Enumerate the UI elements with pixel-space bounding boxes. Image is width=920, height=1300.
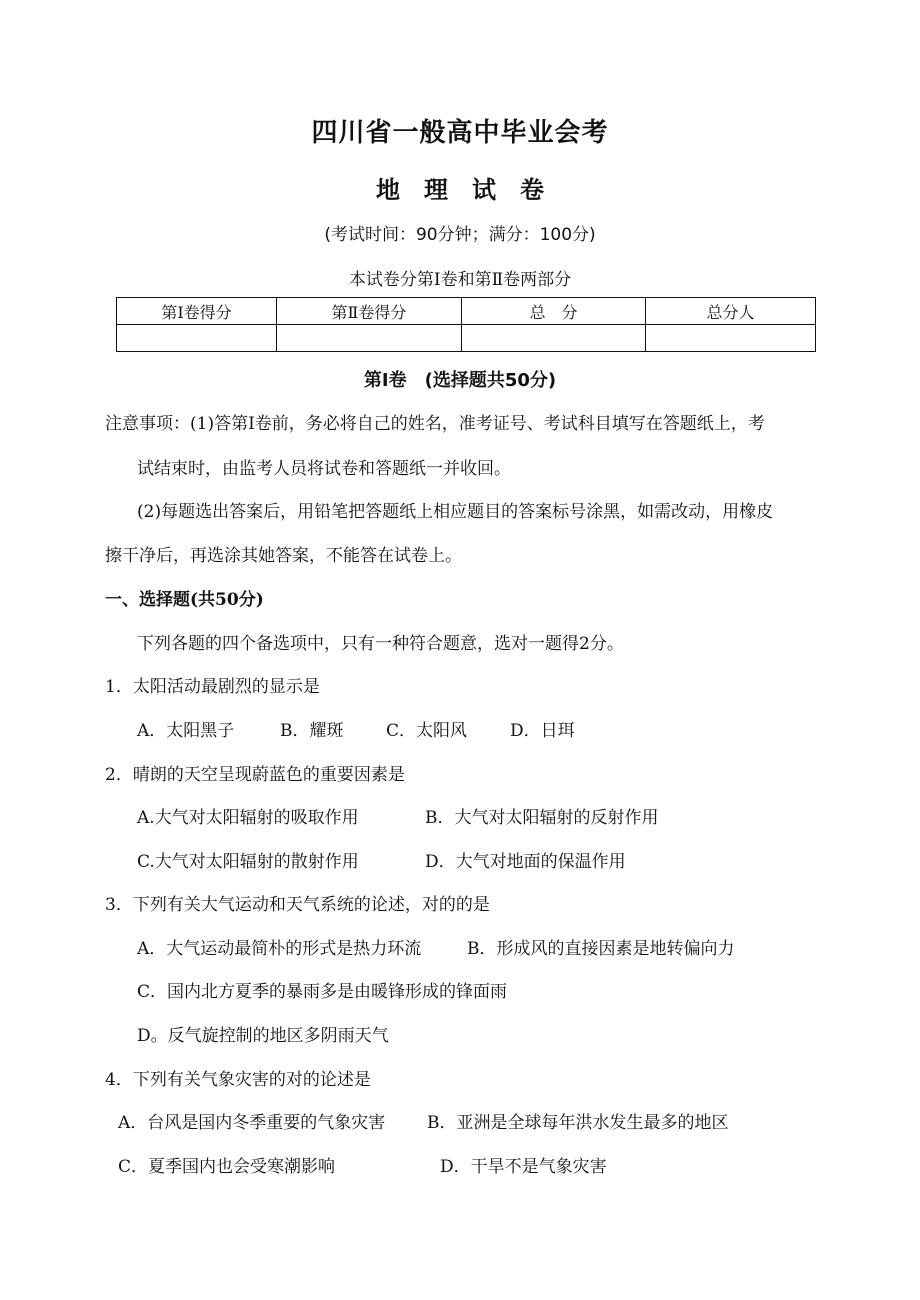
- notice-line-1: 注意事项：(1)答第Ⅰ卷前，务必将自己的姓名，准考证号、考试科目填写在答题纸上，考: [105, 414, 765, 434]
- question-1-option-c: C．太阳风: [386, 721, 468, 741]
- question-1-option-a: A．太阳黑子: [137, 721, 235, 741]
- section-title: 第Ⅰ卷 (选择题共50分): [363, 370, 557, 391]
- score-cell-part1: [117, 325, 277, 352]
- question-3-option-a: A．大气运动最简朴的形式是热力环流: [137, 939, 422, 959]
- question-2-option-c: C.大气对太阳辐射的散射作用: [137, 852, 359, 872]
- question-3-option-c: C．国内北方夏季的暴雨多是由暖锋形成的锋面雨: [137, 982, 508, 1002]
- score-table-header-row: [117, 298, 816, 325]
- parts-note: 本试卷分第Ⅰ卷和第Ⅱ卷两部分: [348, 270, 572, 290]
- question-3-option-b: B．形成风的直接因素是地转偏向力: [467, 939, 735, 959]
- question-4-option-b: B．亚洲是全球每年洪水发生最多的地区: [427, 1113, 729, 1133]
- notice-line-3: (2)每题选出答案后，用铅笔把答题纸上相应题目的答案标号涂黑，如需改动，用橡皮: [137, 502, 774, 522]
- notice-line-4: 擦干净后，再选涂其她答案，不能答在试卷上。: [105, 546, 462, 566]
- question-2-option-a: A.大气对太阳辐射的吸取作用: [137, 808, 359, 828]
- question-2-stem: 2．晴朗的天空呈现蔚蓝色的重要因素是: [105, 765, 405, 785]
- question-3-option-d: D。反气旋控制的地区多阴雨天气: [137, 1026, 389, 1046]
- score-header-part1: 第Ⅰ卷得分: [117, 298, 277, 325]
- score-cell-part2: [277, 325, 462, 352]
- part-title: 一、选择题(共50分): [105, 590, 264, 610]
- question-4-option-d: D．干旱不是气象灾害: [440, 1157, 607, 1177]
- score-table: [116, 297, 816, 352]
- question-1-stem: 1．太阳活动最剧烈的显示是: [105, 677, 320, 697]
- part-instruction: 下列各题的四个备选项中，只有一种符合题意，选对一题得2分。: [137, 634, 624, 654]
- score-header-grader: 总分人: [646, 298, 816, 325]
- question-2-option-d: D．大气对地面的保温作用: [425, 852, 626, 872]
- question-4-option-c: C．夏季国内也会受寒潮影响: [118, 1157, 336, 1177]
- question-2-option-b: B．大气对太阳辐射的反射作用: [425, 808, 659, 828]
- question-1-option-b: B．耀斑: [280, 721, 344, 741]
- exam-title: 四川省一般高中毕业会考: [311, 118, 609, 148]
- exam-info: (考试时间：90分钟；满分：100分): [324, 225, 596, 245]
- exam-subtitle: 地 理 试 卷: [376, 175, 544, 204]
- question-1-option-d: D．日珥: [510, 721, 575, 741]
- score-header-part2: 第Ⅱ卷得分: [277, 298, 462, 325]
- notice-line-2: 试结束时，由监考人员将试卷和答题纸一并收回。: [137, 459, 511, 479]
- question-4-stem: 4．下列有关气象灾害的对的论述是: [105, 1070, 371, 1090]
- score-table-value-row: [117, 325, 816, 352]
- question-3-stem: 3．下列有关大气运动和天气系统的论述，对的的是: [105, 895, 490, 915]
- score-cell-grader: [646, 325, 816, 352]
- question-4-option-a: A．台风是国内冬季重要的气象灾害: [118, 1113, 386, 1133]
- score-cell-total: [462, 325, 646, 352]
- score-header-total: 总 分: [462, 298, 646, 325]
